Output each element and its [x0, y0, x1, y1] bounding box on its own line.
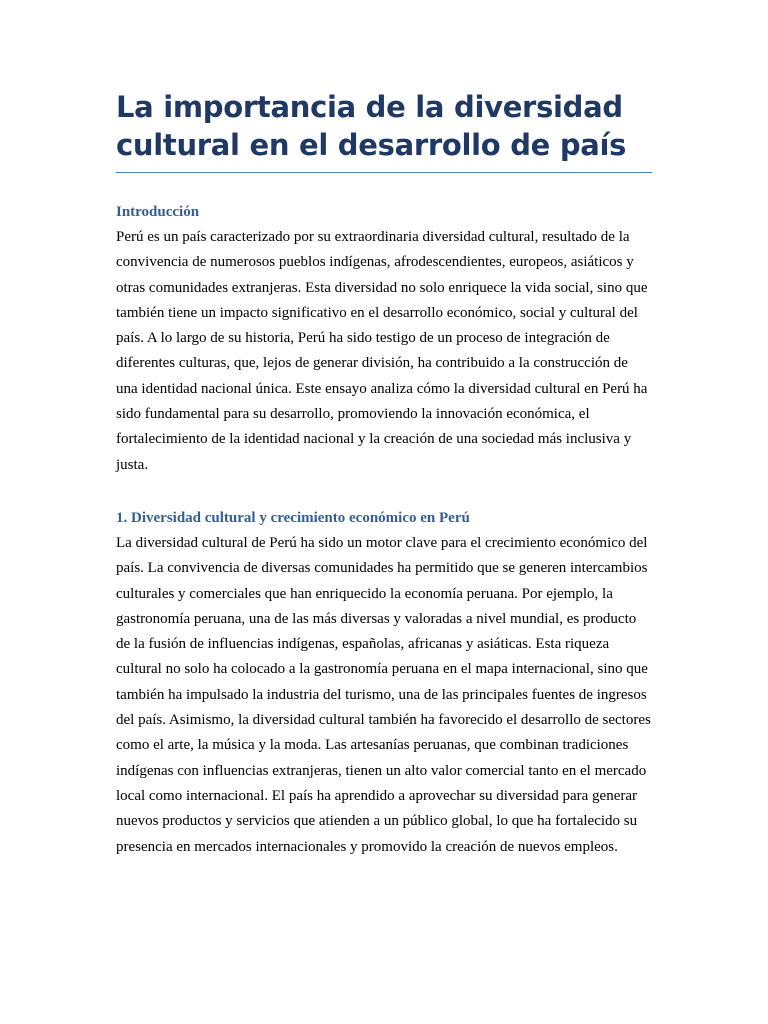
section-heading-introduccion: Introducción — [116, 204, 200, 220]
section-body-diversidad-crecimiento: La diversidad cultural de Perú ha sido un motor clave para el crecimiento económico del país. La convivencia de diversas comunidades ha permitido que se generen intercambios culturales y comerciales que han enriquecido la economía peruana. Por ejemplo, la gastronomía peruana, una de las más diversas y valoradas a nivel mundial, es producto de la fusión de influencias indígenas, españolas, africanas y asiáticas. Esta riqueza cultural no solo ha colocado a la gastronomía peruana en el mapa internacional, sino que también ha impulsado la industria del turismo, una de las principales fuentes de ingresos del país. Asimismo, la diversidad cultural también ha favorecido el desarrollo de sectores como el arte, la música y la moda. Las artesanías peruanas, que combinan tradiciones indígenas con influencias extranjeras, tienen un alto valor comercial tanto en el mercado local como internacional. El país ha aprendido a aprovechar su diversidad para generar nuevos productos y servicios que atienden a un público global, lo que ha fortalecido su presencia en mercados internacionales y promovido la creación de nuevos empleos. — [116, 534, 651, 855]
document-title: La importancia de la diversidad cultural en el desarrollo de país — [116, 88, 652, 173]
section-body-introduccion: Perú es un país caracterizado por su extraordinaria diversidad cultural, resultado de la convivencia de numerosos pueblos indígenas, afrodescendientes, europeos, asiáticos y otras comunidades extranjeras. Esta diversidad no solo enriquece la vida social, sino que también tiene un impacto significativo en el desarrollo económico, social y cultural del país. A lo largo de su historia, Perú ha sido testigo de un proceso de integración de diferentes culturas, que, lejos de generar división, ha contribuido a la construcción de una identidad nacional única. Este ensayo analiza cómo la diversidad cultural en Perú ha sido fundamental para su desarrollo, promoviendo la innovación económica, el fortalecimiento de la identidad nacional y la creación de una sociedad más inclusiva y justa. — [116, 229, 648, 473]
document-content — [116, 88, 652, 860]
section-heading-diversidad-crecimiento: 1. Diversidad cultural y crecimiento económico en Perú — [116, 509, 470, 526]
